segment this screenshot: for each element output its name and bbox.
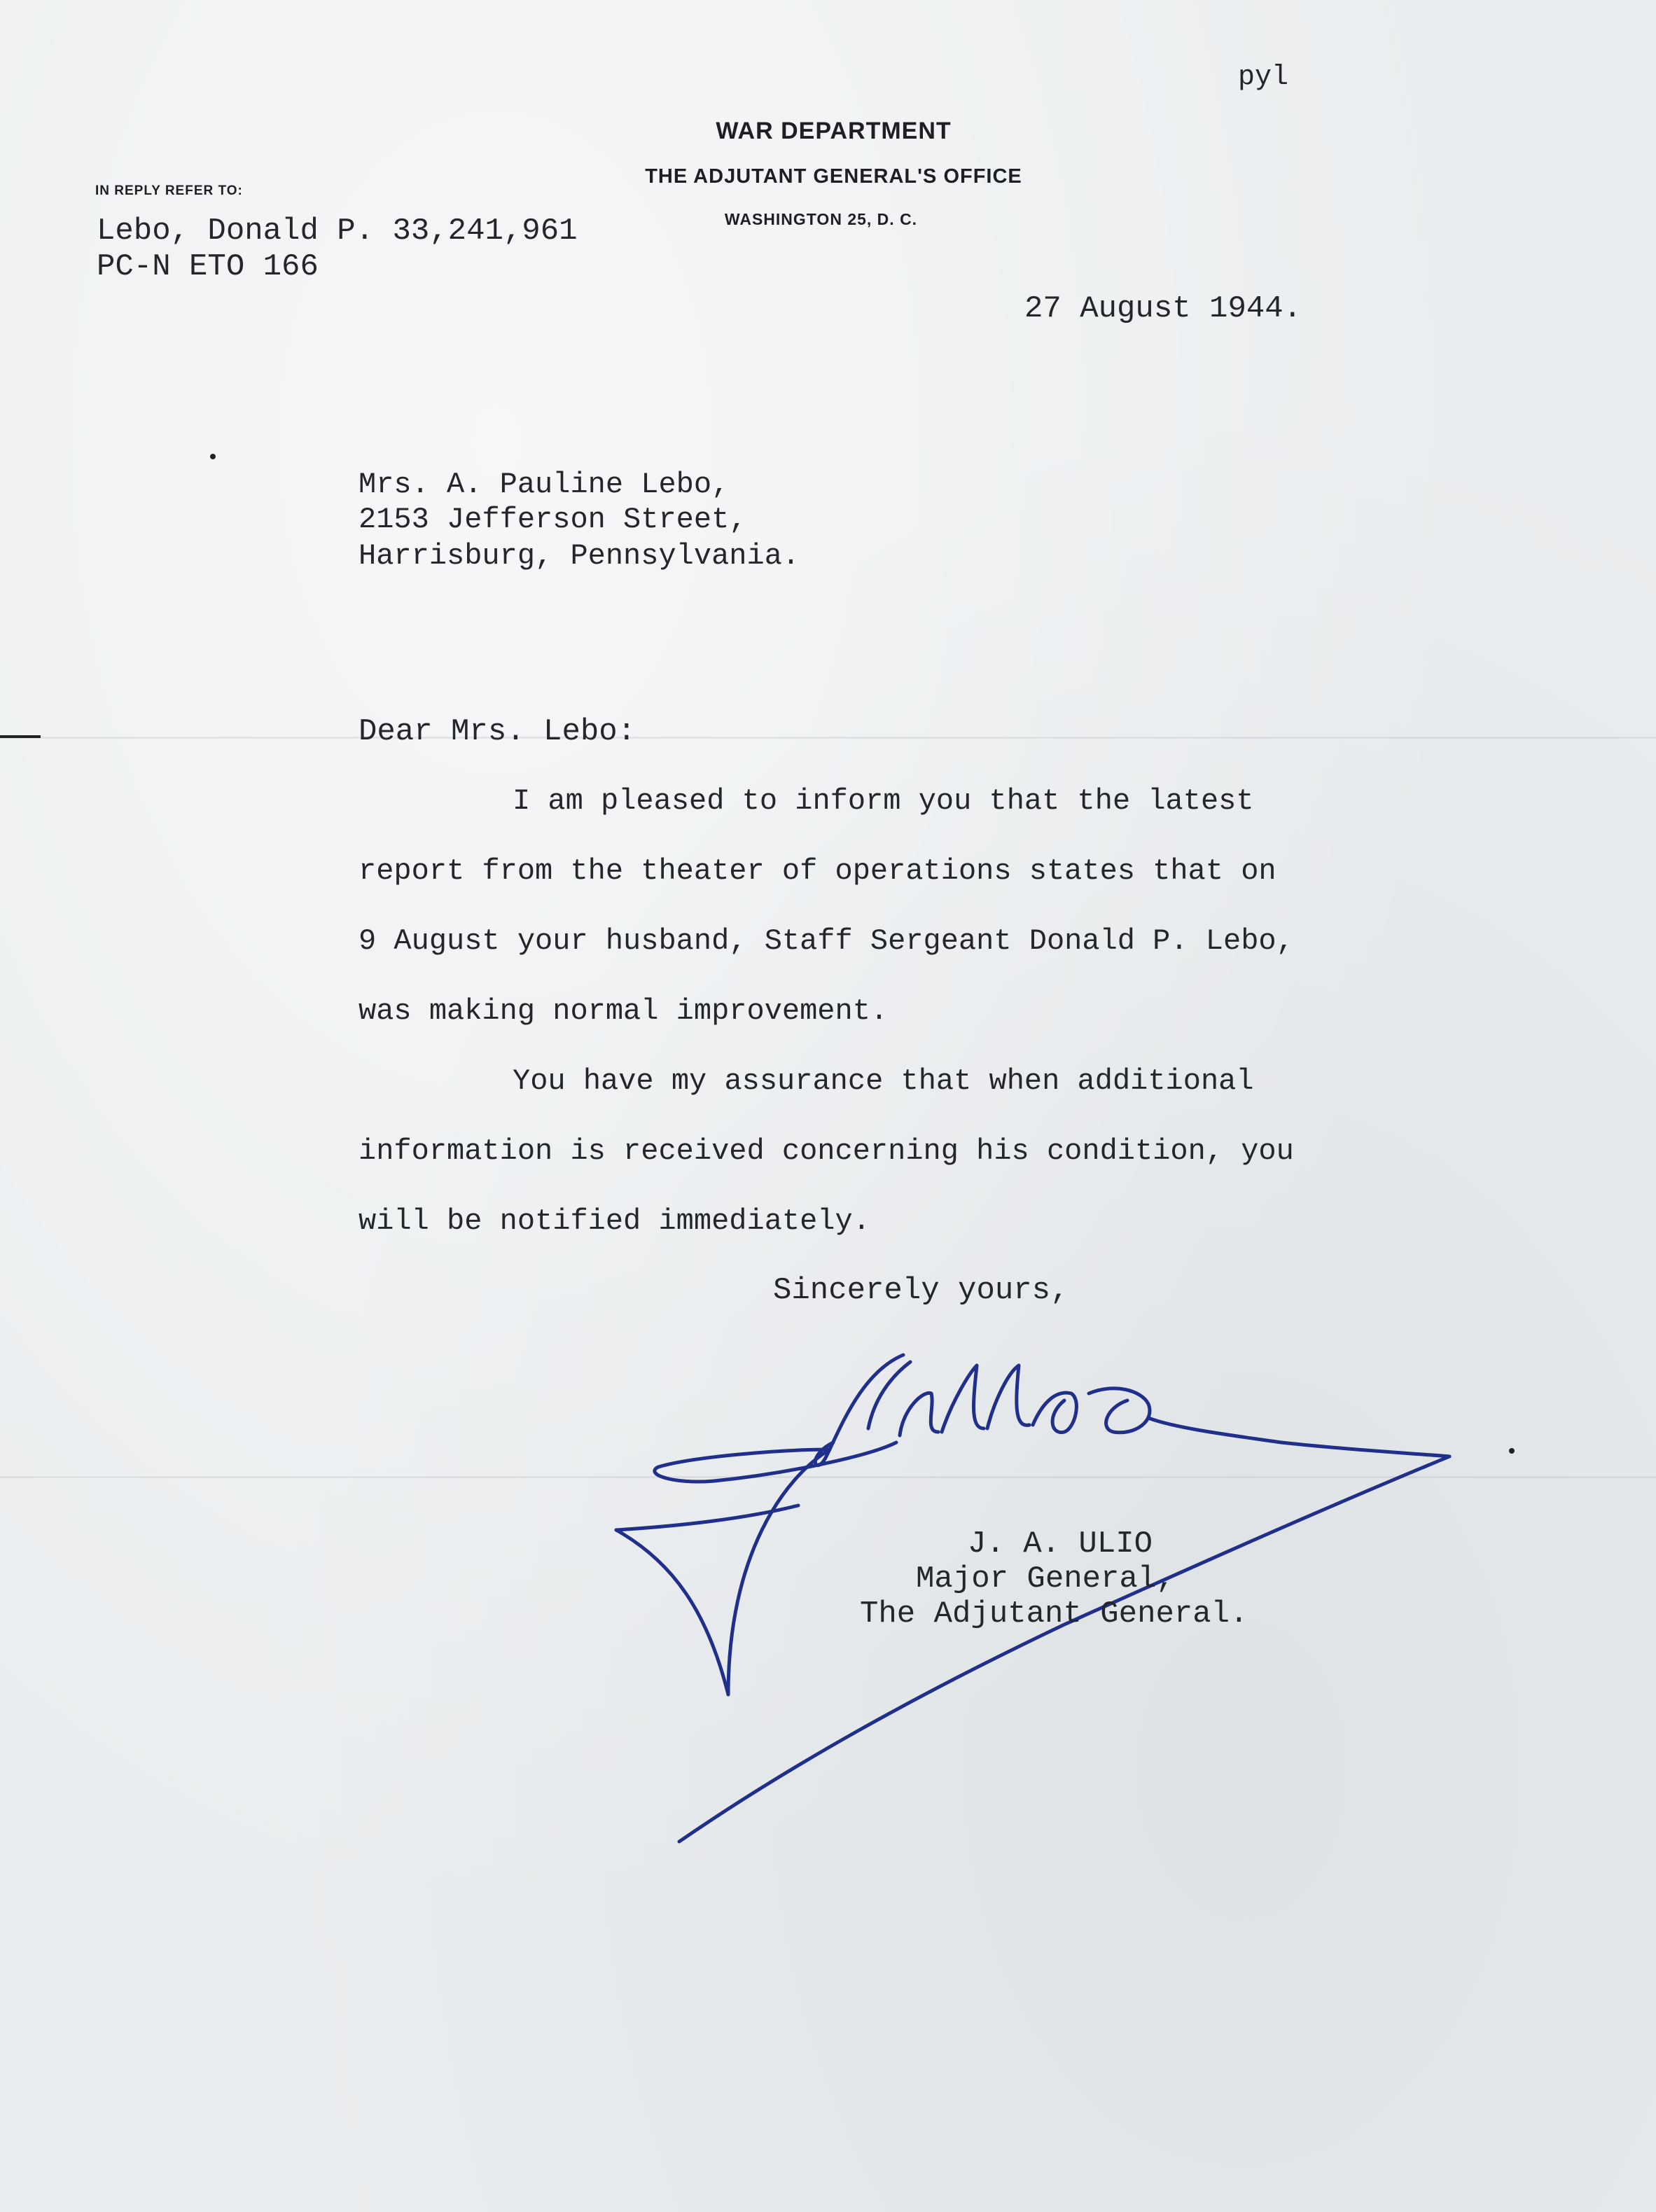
- letterhead-office: THE ADJUTANT GENERAL'S OFFICE: [645, 165, 1022, 188]
- recipient-street: 2153 Jefferson Street,: [359, 503, 747, 536]
- body-line: report from the theater of operations states that on: [359, 854, 1276, 888]
- letterhead-department: WAR DEPARTMENT: [716, 118, 952, 144]
- letter-date: 27 August 1944.: [1024, 291, 1302, 326]
- reference-line-1: Lebo, Donald P. 33,241,961: [97, 214, 578, 249]
- reply-reference-label: IN REPLY REFER TO:: [95, 183, 243, 198]
- letterhead-city: WASHINGTON 25, D. C.: [724, 210, 918, 228]
- salutation: Dear Mrs. Lebo:: [359, 714, 636, 749]
- body-line: You have my assurance that when additional: [513, 1064, 1254, 1098]
- signatory-name: J. A. ULIO: [968, 1526, 1153, 1561]
- recipient-city: Harrisburg, Pennsylvania.: [359, 539, 800, 573]
- body-line: 9 August your husband, Staff Sergeant Donald P. Lebo,: [359, 924, 1294, 958]
- ink-speck: [1509, 1448, 1515, 1454]
- signatory-title: The Adjutant General.: [860, 1597, 1248, 1632]
- ink-speck: [210, 454, 216, 459]
- body-line: was making normal improvement.: [359, 994, 889, 1028]
- body-line: information is received concerning his condition, you: [359, 1134, 1294, 1168]
- reference-line-2: PC-N ETO 166: [97, 249, 319, 284]
- punch-mark: [0, 735, 41, 738]
- signatory-rank: Major General,: [916, 1561, 1175, 1597]
- recipient-name: Mrs. A. Pauline Lebo,: [359, 468, 730, 501]
- typist-initials: pyl: [1238, 62, 1289, 93]
- closing: Sincerely yours,: [773, 1273, 1069, 1308]
- body-line: will be notified immediately.: [359, 1204, 870, 1238]
- body-line: I am pleased to inform you that the latest: [513, 784, 1254, 818]
